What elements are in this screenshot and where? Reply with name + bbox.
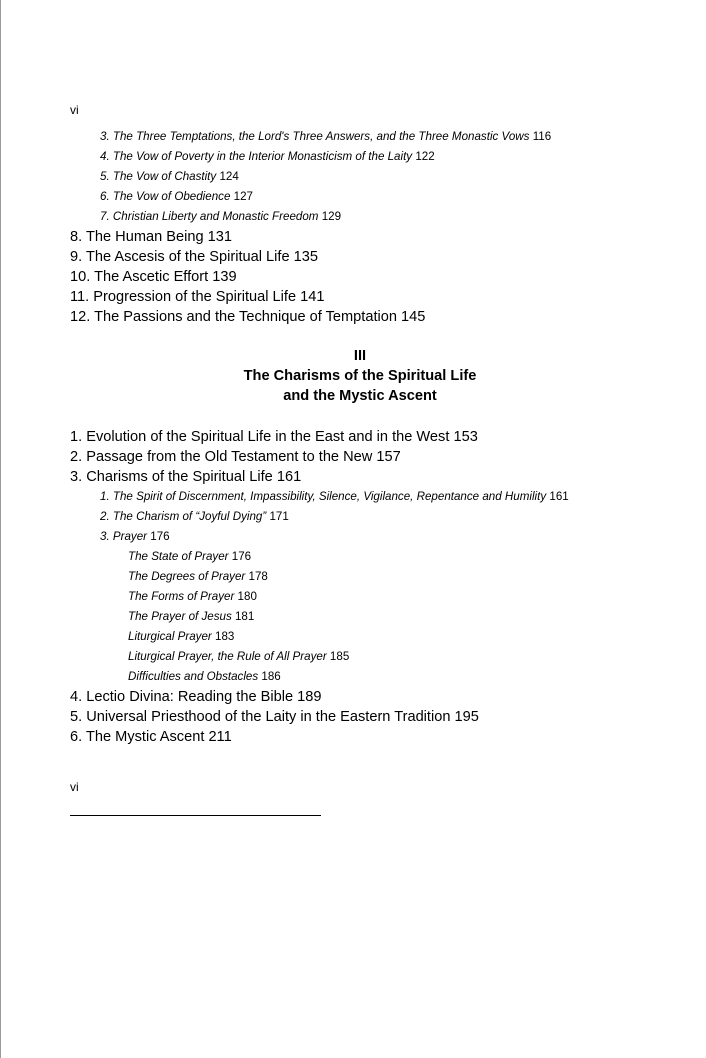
toc-entry-title: 4. The Vow of Poverty in the Interior Monasticism of the Laity	[100, 150, 413, 163]
toc-entry-page: 178	[248, 570, 268, 583]
toc-entry-page: 141	[300, 289, 325, 305]
toc-entry-page: 127	[233, 190, 253, 203]
toc-entry-page: 171	[269, 510, 289, 523]
toc-entry-title: The Degrees of Prayer	[128, 570, 246, 583]
toc-part2	[70, 427, 680, 747]
toc-entry-title: 3. Charisms of the Spiritual Life	[70, 469, 273, 485]
toc-entry-title: 5. Universal Priesthood of the Laity in the Eastern Tradition	[70, 709, 451, 725]
toc-entry-level-3	[70, 587, 680, 607]
toc-entry-page: 181	[234, 610, 255, 623]
toc-entry-title: Liturgical Prayer, the Rule of All Prayer	[128, 650, 327, 663]
toc-entry-level-1	[70, 267, 680, 287]
toc-entry-title: 1. Evolution of the Spiritual Life in the East and in the West	[70, 429, 450, 445]
toc-entry-level-3	[70, 567, 680, 587]
toc-entry-page: 161	[276, 469, 302, 485]
toc-entry-level-1	[70, 467, 680, 487]
toc-entry-level-2	[70, 527, 680, 547]
toc-entry-page: 211	[208, 729, 232, 745]
toc-entry-title: 6. The Mystic Ascent	[70, 729, 205, 745]
toc-entry-level-2	[70, 507, 680, 527]
toc-entry-page: 139	[212, 269, 237, 285]
toc-entry-level-3	[70, 627, 680, 647]
toc-entry-page: 153	[453, 429, 478, 445]
toc-entry-title: Liturgical Prayer	[128, 630, 212, 643]
toc-entry-page: 129	[321, 210, 342, 223]
toc-entry-page: 195	[454, 709, 479, 725]
page-left-border	[0, 0, 1, 1058]
toc-entry-level-2	[70, 207, 680, 227]
toc-entry-title: 3. Prayer	[100, 530, 148, 543]
toc-entry-level-1	[70, 247, 680, 267]
toc-entry-page: 131	[207, 229, 233, 245]
toc-entry-page: 183	[215, 630, 235, 643]
toc-entry-level-2	[70, 167, 680, 187]
toc-entry-title: 4. Lectio Divina: Reading the Bible	[70, 689, 294, 705]
toc-entry-level-1	[70, 227, 680, 247]
toc-entry-page: 180	[237, 590, 257, 603]
toc-entry-title: 9. The Ascesis of the Spiritual Life	[70, 249, 290, 265]
toc-entry-level-2	[70, 127, 680, 147]
toc-entry-title: 7. Christian Liberty and Monastic Freedom	[100, 210, 319, 223]
toc-entry-level-1	[70, 727, 680, 747]
toc-entry-page: 124	[219, 170, 239, 183]
toc-entry-level-1	[70, 447, 680, 467]
toc-entry-level-3	[70, 667, 680, 687]
toc-entry-level-1	[70, 427, 680, 447]
toc-entry-title: 2. The Charism of “Joyful Dying”	[100, 510, 267, 523]
toc-entry-level-1	[70, 687, 680, 707]
toc-entry-title: 6. The Vow of Obedience	[100, 190, 231, 203]
toc-entry-level-3	[70, 607, 680, 627]
toc-entry-title: 8. The Human Being	[70, 229, 204, 245]
section-title-line2: and the Mystic Ascent	[283, 388, 437, 404]
section-title-line1: The Charisms of the Spiritual Life	[243, 368, 477, 384]
toc-entry-page: 145	[401, 309, 426, 325]
section-numeral: III	[353, 348, 367, 364]
page-number-top: vi	[70, 103, 79, 117]
toc-entry-title: The State of Prayer	[128, 550, 229, 563]
toc-entry-page: 176	[231, 550, 252, 563]
toc-entry-title: 5. The Vow of Chastity	[100, 170, 217, 183]
toc-entry-level-2	[70, 147, 680, 167]
toc-entry-page: 186	[261, 670, 281, 683]
toc-entry-level-2	[70, 487, 680, 507]
toc-entry-level-2	[70, 187, 680, 207]
toc-entry-page: 135	[293, 249, 318, 265]
footnote-rule	[70, 815, 321, 816]
toc-entry-level-3	[70, 547, 680, 567]
toc-entry-level-1	[70, 307, 680, 327]
toc-entry-title: 12. The Passions and the Technique of Temptation	[70, 309, 397, 325]
toc-entry-title: 2. Passage from the Old Testament to the New	[70, 449, 373, 465]
toc-entry-title: 3. The Three Temptations, the Lord's Three Answers, and the Three Monastic Vows	[100, 130, 530, 143]
toc-entry-title: The Forms of Prayer	[128, 590, 235, 603]
toc-part1	[70, 127, 680, 327]
toc-entry-page: 185	[329, 650, 350, 663]
toc-entry-title: 1. The Spirit of Discernment, Impassibility, Silence, Vigilance, Repentance and Humility	[100, 490, 547, 503]
toc-entry-title: 10. The Ascetic Effort	[70, 269, 209, 285]
toc-entry-title: 11. Progression of the Spiritual Life	[70, 289, 297, 305]
page-number-bottom: vi	[70, 780, 79, 794]
toc-entry-page: 161	[549, 490, 569, 503]
toc-entry-page: 157	[376, 449, 401, 465]
toc-entry-level-1	[70, 287, 680, 307]
toc-entry-page: 116	[532, 130, 552, 143]
toc-entry-title: The Prayer of Jesus	[128, 610, 232, 623]
toc-entry-page: 189	[297, 689, 322, 705]
toc-entry-page: 122	[415, 150, 435, 163]
toc-entry-level-3	[70, 647, 680, 667]
toc-entry-title: Difficulties and Obstacles	[128, 670, 259, 683]
toc-entry-level-1	[70, 707, 680, 727]
toc-entry-page: 176	[150, 530, 170, 543]
